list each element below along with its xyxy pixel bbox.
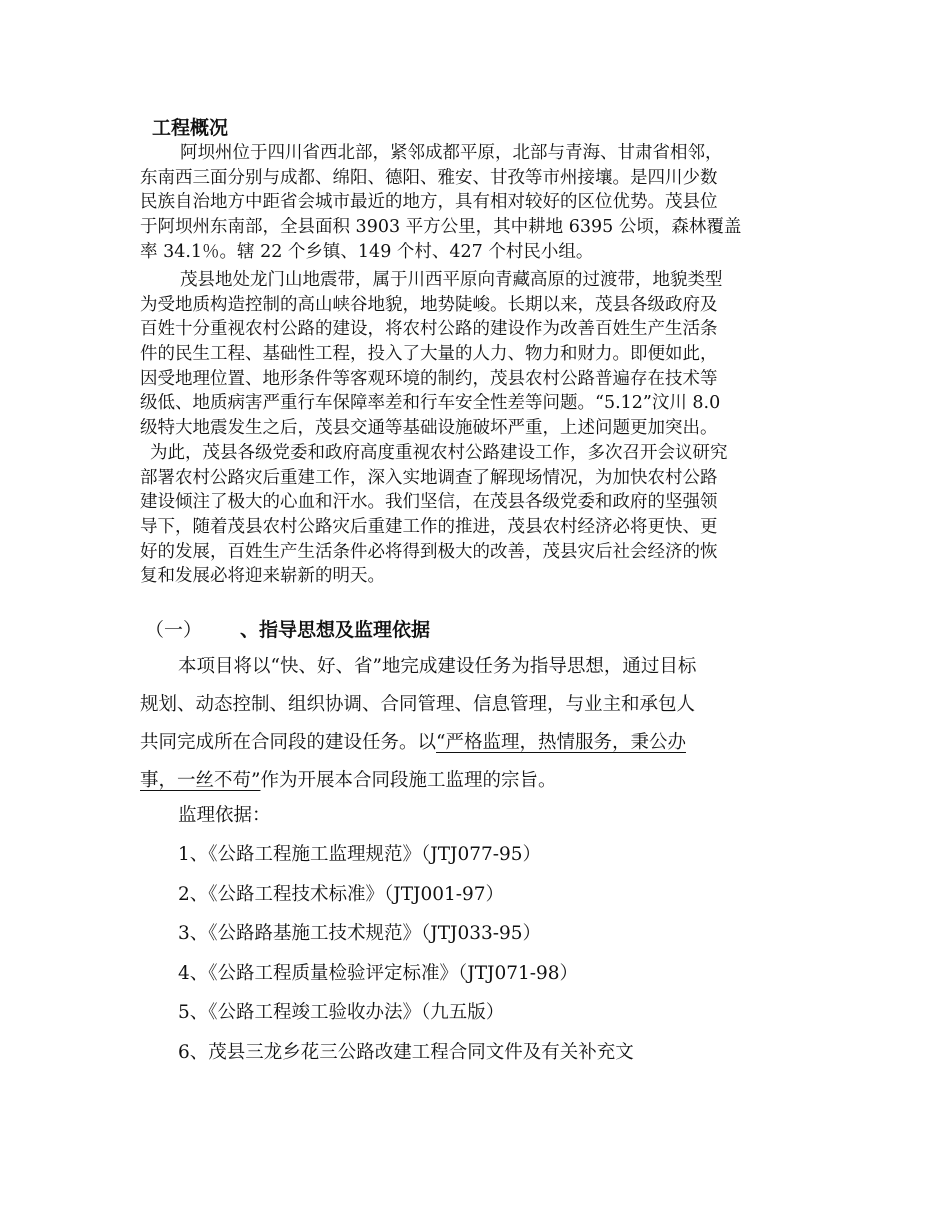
paragraph-line: 复和发展必将迎来崭新的明天。 — [140, 566, 385, 587]
paragraph-line: 级低、地质病害严重行车保障率差和行车安全性差等问题。“5.12”汶川 8.0 — [140, 393, 721, 414]
paragraph-line — [140, 762, 840, 800]
paragraph-line: 茂县地处龙门山地震带，属于川西平原向青藏高原的过渡带，地貌类型 — [180, 270, 723, 290]
basis-label: 监理依据： — [178, 805, 271, 826]
paragraph-line: 部署农村公路灾后重建工作，深入实地调查了解现场情况，为加快农村公路 — [140, 467, 718, 488]
paragraph-line: 百姓十分重视农村公路的建设，将农村公路的建设作为改善百姓生产生活条 — [140, 319, 718, 340]
underlined-motto: 事，一丝不苟” — [140, 770, 261, 791]
paragraph-line: 为此，茂县各级党委和政府高度重视农村公路建设工作，多次召开会议研究 — [150, 443, 728, 463]
paragraph-line: 件的民生工程、基础性工程，投入了大量的人力、物力和财力。即便如此， — [140, 344, 718, 365]
section-number: （一） — [145, 619, 203, 641]
section-heading — [145, 617, 430, 643]
paragraph-line: 本项目将以“快、好、省”地完成建设任务为指导思想，通过目标 — [178, 656, 697, 677]
paragraph-line: 民族自治地方中距省会城市最近的地方，具有相对较好的区位优势。茂县位 — [140, 192, 718, 213]
paragraph-reconstruction — [140, 441, 870, 589]
paragraph-line — [140, 724, 840, 762]
paragraph-line: 为受地质构造控制的高山峡谷地貌，地势陡峻。长期以来，茂县各级政府及 — [140, 294, 718, 315]
section-title: 、指导思想及监理依据 — [240, 619, 431, 641]
paragraph-guiding-principle — [140, 648, 840, 800]
document-title: 工程概况 — [152, 117, 229, 139]
paragraph-line: 级特大地震发生之后，茂县交通等基础设施破坏严重，上述问题更加突出。 — [140, 418, 718, 439]
basis-list-item: 4、《公路工程质量检验评定标准》（JTJ071-98） — [178, 963, 579, 984]
basis-list-item: 2、《公路工程技术标准》（JTJ001-97） — [178, 884, 505, 905]
basis-list-item: 3、《公路路基施工技术规范》（JTJ033-95） — [178, 923, 542, 944]
basis-list-item: 6、茂县三龙乡花三公路改建工程合同文件及有关补充文 — [178, 1042, 634, 1063]
underlined-motto: “严格监理，热情服务，秉公办 — [436, 732, 686, 753]
paragraph-line: 阿坝州位于四川省西北部，紧邻成都平原，北部与青海、甘肃省相邻， — [180, 143, 723, 163]
basis-list-item: 5、《公路工程竣工验收办法》（九五版） — [178, 1002, 505, 1023]
paragraph-line: 率 34.1％。辖 22 个乡镇、149 个村、427 个村民小组。 — [140, 241, 594, 262]
paragraph-line: 因受地理位置、地形条件等客观环境的制约，茂县农村公路普遍存在技术等 — [140, 368, 718, 389]
paragraph-earthquake — [140, 268, 870, 441]
text-run: 共同完成所在合同段的建设任务。以 — [140, 732, 437, 753]
paragraph-line: 导下，随着茂县农村公路灾后重建工作的推进，茂县农村经济必将更快、更 — [140, 517, 718, 538]
paragraph-location — [140, 141, 870, 264]
paragraph-line: 于阿坝州东南部，全县面积 3903 平方公里，其中耕地 6395 公顷，森林覆盖 — [140, 217, 742, 238]
paragraph-line: 东南西三面分别与成都、绵阳、德阳、雅安、甘孜等市州接壤。是四川少数 — [140, 167, 718, 188]
paragraph-line: 好的发展，百姓生产生活条件必将得到极大的改善，茂县灾后社会经济的恢 — [140, 541, 718, 562]
paragraph-line: 建设倾注了极大的心血和汗水。我们坚信，在茂县各级党委和政府的坚强领 — [140, 492, 718, 513]
text-run: 作为开展本合同段施工监理的宗旨。 — [260, 770, 557, 791]
basis-list-item: 1、《公路工程施工监理规范》（JTJ077-95） — [178, 844, 542, 865]
paragraph-line: 规划、动态控制、组织协调、合同管理、信息管理，与业主和承包人 — [140, 694, 696, 715]
